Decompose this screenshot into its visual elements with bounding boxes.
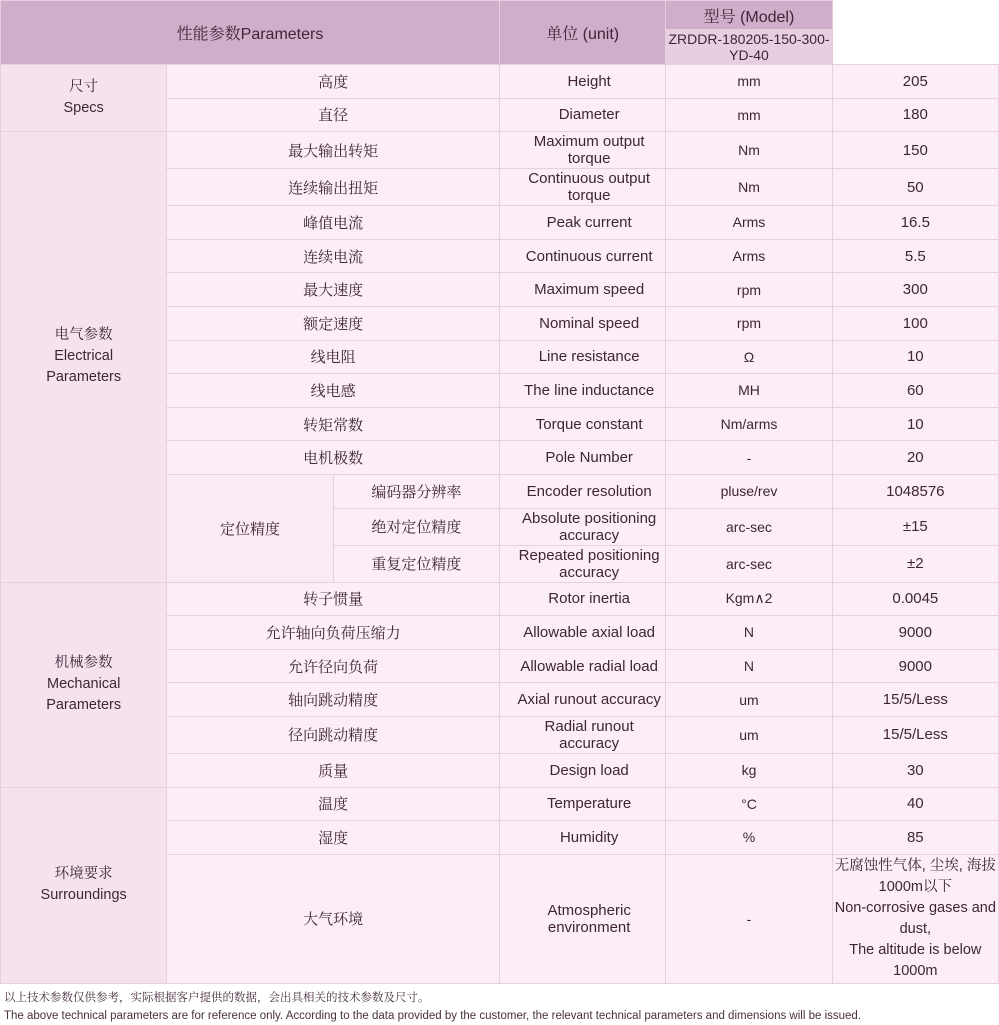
row-label-en: Peak current [499, 206, 665, 240]
row-label-en: Pole Number [499, 441, 665, 475]
row-label-cn: 大气环境 [167, 854, 500, 983]
row-unit: mm [666, 98, 832, 132]
group-label-specs: 尺寸 Specs [1, 65, 167, 132]
row-label-en: Encoder resolution [499, 474, 665, 508]
row-label-en: Torque constant [499, 407, 665, 441]
row-label-cn: 线电感 [167, 374, 500, 408]
table-header-row [1, 1, 999, 30]
row-label-en: Continuous current [499, 239, 665, 273]
row-unit: Arms [666, 206, 832, 240]
row-value: 15/5/Less [832, 716, 998, 753]
group-label-mechanical: 机械参数 Mechanical Parameters [1, 582, 167, 787]
row-value: 0.0045 [832, 582, 998, 616]
row-value: ±15 [832, 508, 998, 545]
table-row [1, 65, 999, 99]
row-label-en: Maximum output torque [499, 132, 665, 169]
row-label-cn: 绝对定位精度 [333, 508, 499, 545]
row-value: 300 [832, 273, 998, 307]
header-model: 型号 (Model) [666, 1, 832, 30]
row-label-cn: 直径 [167, 98, 500, 132]
row-label-cn: 转矩常数 [167, 407, 500, 441]
row-value: 50 [832, 169, 998, 206]
row-value: ±2 [832, 545, 998, 582]
row-label-cn: 最大速度 [167, 273, 500, 307]
row-unit: arc-sec [666, 545, 832, 582]
row-label-cn: 径向跳动精度 [167, 716, 500, 753]
row-label-en: Temperature [499, 787, 665, 821]
row-label-en: Radial runout accuracy [499, 716, 665, 753]
row-unit: Arms [666, 239, 832, 273]
row-value: 205 [832, 65, 998, 99]
row-unit: arc-sec [666, 508, 832, 545]
row-value: 15/5/Less [832, 683, 998, 717]
header-model-value: ZRDDR-180205-150-300-YD-40 [666, 30, 832, 65]
row-value: 180 [832, 98, 998, 132]
row-label-en: Allowable radial load [499, 649, 665, 683]
table-row [1, 132, 999, 169]
row-label-en: Diameter [499, 98, 665, 132]
row-value: 40 [832, 787, 998, 821]
row-label-en: Maximum speed [499, 273, 665, 307]
row-value: 20 [832, 441, 998, 475]
row-label-cn: 重复定位精度 [333, 545, 499, 582]
table-row [1, 787, 999, 821]
row-unit: mm [666, 65, 832, 99]
row-unit: N [666, 616, 832, 650]
row-label-cn: 电机极数 [167, 441, 500, 475]
row-unit: MH [666, 374, 832, 408]
footnote-line-cn: 以上技术参数仅供参考，实际根据客户提供的数据，会出具相关的技术参数及尺寸。 [4, 991, 430, 1004]
row-label-en: Rotor inertia [499, 582, 665, 616]
row-value: 无腐蚀性气体, 尘埃, 海拔1000m以下 Non-corrosive gases and dust, The altitude is below 1000m [832, 854, 998, 983]
row-label-cn: 允许轴向负荷压缩力 [167, 616, 500, 650]
row-unit: % [666, 821, 832, 855]
row-unit: Nm [666, 132, 832, 169]
row-label-cn: 转子惯量 [167, 582, 500, 616]
header-parameters: 性能参数Parameters [1, 1, 500, 65]
row-value: 9000 [832, 616, 998, 650]
row-label-cn: 连续输出扭矩 [167, 169, 500, 206]
row-value: 85 [832, 821, 998, 855]
row-label-en: Repeated positioning accuracy [499, 545, 665, 582]
table-row [1, 582, 999, 616]
row-unit: N [666, 649, 832, 683]
row-unit: Nm [666, 169, 832, 206]
row-unit: rpm [666, 306, 832, 340]
row-unit: Kgm∧2 [666, 582, 832, 616]
row-label-en: Absolute positioning accuracy [499, 508, 665, 545]
row-label-en: The line inductance [499, 374, 665, 408]
row-unit: um [666, 716, 832, 753]
row-label-cn: 额定速度 [167, 306, 500, 340]
row-value: 10 [832, 407, 998, 441]
row-label-en: Allowable axial load [499, 616, 665, 650]
header-unit: 单位 (unit) [499, 1, 665, 65]
row-unit: °C [666, 787, 832, 821]
row-label-cn: 高度 [167, 65, 500, 99]
row-label-cn: 峰值电流 [167, 206, 500, 240]
row-value: 9000 [832, 649, 998, 683]
row-label-cn: 编码器分辨率 [333, 474, 499, 508]
row-label-cn: 最大输出转矩 [167, 132, 500, 169]
row-label-cn: 湿度 [167, 821, 500, 855]
row-value: 100 [832, 306, 998, 340]
row-label-en: Nominal speed [499, 306, 665, 340]
row-label-en: Humidity [499, 821, 665, 855]
row-label-en: Design load [499, 753, 665, 787]
row-label-cn: 线电阻 [167, 340, 500, 374]
row-unit: pluse/rev [666, 474, 832, 508]
row-label-en: Continuous output torque [499, 169, 665, 206]
row-unit: - [666, 854, 832, 983]
row-value: 150 [832, 132, 998, 169]
row-unit: kg [666, 753, 832, 787]
row-label-en: Height [499, 65, 665, 99]
row-label-en: Atmospheric environment [499, 854, 665, 983]
row-value: 60 [832, 374, 998, 408]
footnote [0, 984, 999, 1025]
row-value: 10 [832, 340, 998, 374]
row-unit: Ω [666, 340, 832, 374]
row-label-en: Line resistance [499, 340, 665, 374]
row-label-cn: 连续电流 [167, 239, 500, 273]
row-label-cn: 轴向跳动精度 [167, 683, 500, 717]
row-unit: - [666, 441, 832, 475]
row-label-en: Axial runout accuracy [499, 683, 665, 717]
row-value: 30 [832, 753, 998, 787]
row-value: 16.5 [832, 206, 998, 240]
group-label-surroundings: 环境要求 Surroundings [1, 787, 167, 983]
row-unit: um [666, 683, 832, 717]
row-value: 5.5 [832, 239, 998, 273]
row-label-cn: 温度 [167, 787, 500, 821]
row-unit: Nm/arms [666, 407, 832, 441]
row-label-cn: 允许径向负荷 [167, 649, 500, 683]
row-label-cn: 质量 [167, 753, 500, 787]
subgroup-label-positioning-accuracy: 定位精度 [167, 474, 333, 582]
row-value: 1048576 [832, 474, 998, 508]
row-unit: rpm [666, 273, 832, 307]
group-label-electrical: 电气参数 Electrical Parameters [1, 132, 167, 582]
footnote-line-en: The above technical parameters are for reference only. According to the data provided by the customer, the relevant technical parameters and dimensions will be issued. [4, 1009, 862, 1022]
